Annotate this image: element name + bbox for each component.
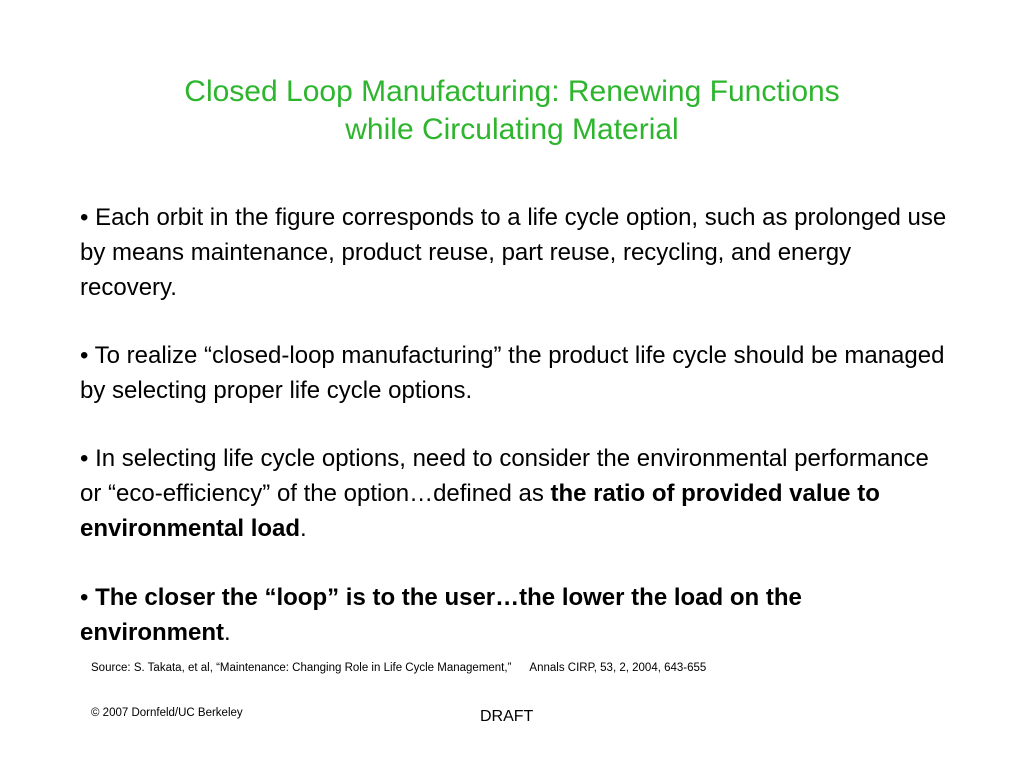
bullet-suffix: . (300, 515, 307, 542)
slide-title-line-2: while Circulating Material (345, 113, 679, 146)
bullet-item (80, 338, 950, 408)
source-citation-text: Source: S. Takata, et al, “Maintenance: Changing Role in Life Cycle Management,” (91, 662, 512, 674)
bullet-item (80, 580, 950, 650)
bullet-suffix: . (224, 619, 231, 646)
bullet-list (80, 200, 950, 650)
slide-title-line-1: Closed Loop Manufacturing: Renewing Functions (184, 75, 840, 108)
bullet-marker: • (80, 204, 89, 231)
bullet-marker: • (80, 342, 89, 369)
bullet-marker: • (80, 445, 89, 472)
draft-label: DRAFT (480, 708, 534, 725)
bullet-text: To realize “closed-loop manufacturing” the product life cycle should be managed by selecting proper life cycle options. (80, 342, 945, 404)
source-journal: Annals CIRP, 53, 2, 2004, 643-655 (529, 662, 707, 674)
bullet-item (80, 441, 950, 546)
bullet-text: In selecting life cycle options, need to consider the environmental performance or “eco-efficiency” of the option…defined as (80, 445, 929, 507)
bullet-text: Each orbit in the figure corresponds to a life cycle option, such as prolonged use by means maintenance, product reuse, part reuse, recycling, and energy recovery. (80, 204, 947, 301)
bullet-bold-text: the ratio of provided value to environmental load (80, 480, 880, 542)
bullet-marker: • (80, 584, 89, 611)
copyright-footer: © 2007 Dornfeld/UC Berkeley (91, 707, 243, 719)
bullet-bold-text: The closer the “loop” is to the user…the lower the load on the environment (80, 584, 802, 646)
bullet-item (80, 200, 950, 305)
slide-title (0, 73, 1024, 149)
source-citation (91, 662, 706, 674)
